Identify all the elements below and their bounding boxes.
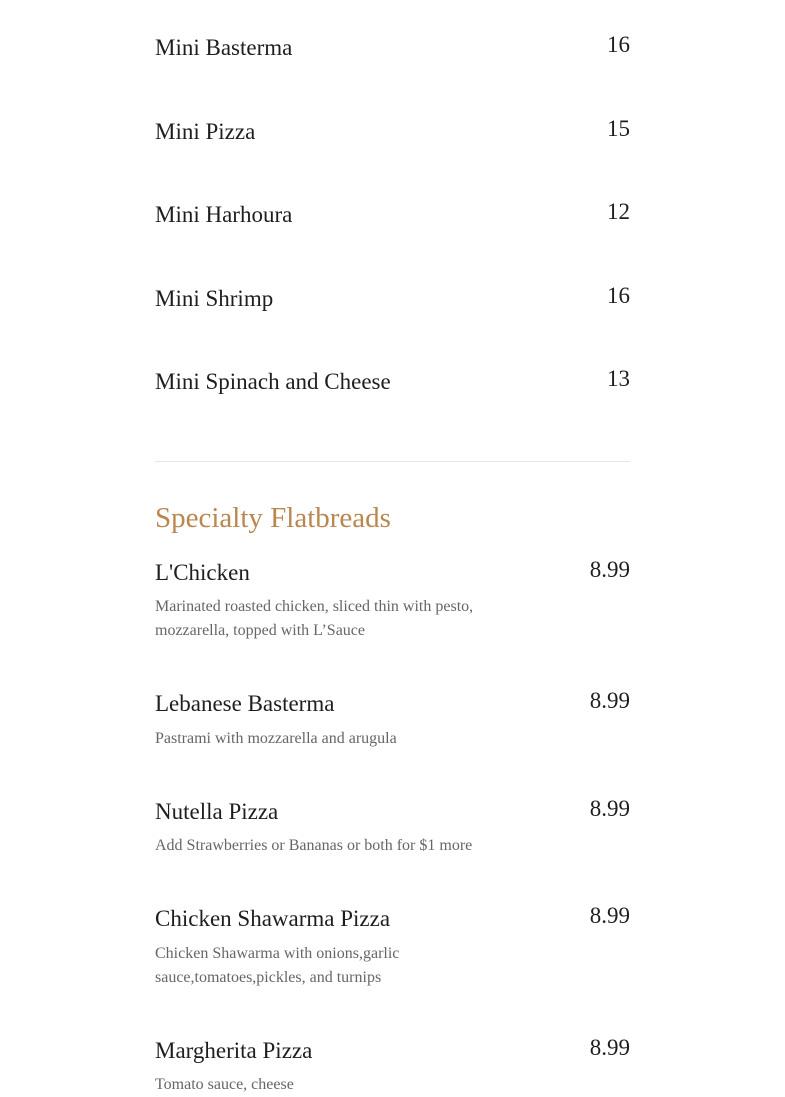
menu-item-price: 12 [607,199,630,224]
menu-item-name: Mini Harhoura [155,202,293,227]
menu-item-name: Mini Shrimp [155,286,274,311]
section-title: Specialty Flatbreads [155,502,391,534]
menu-item-name: Chicken Shawarma Pizza [155,906,391,931]
menu-item-name: Margherita Pizza [155,1038,313,1063]
menu-item-price: 8.99 [589,903,630,928]
menu-item-description: Marinated roasted chicken, sliced thin with pesto, mozzarella, topped with L’Sauce [155,598,474,639]
menu-item-name: Lebanese Basterma [155,691,335,716]
menu-item-description: Chicken Shawarma with onions,garlic sauce,tomatoes,pickles, and turnips [155,945,400,986]
menu-item-price: 15 [607,116,630,141]
menu-item-name: L'Chicken [155,560,250,585]
menu-item-name: Mini Pizza [155,119,256,144]
menu-item-name: Nutella Pizza [155,799,279,824]
menu-item-price: 13 [607,366,630,391]
menu-item-price: 16 [607,32,630,57]
menu-item-price: 8.99 [589,1035,630,1060]
menu-item-price: 8.99 [589,557,630,582]
menu-item-price: 8.99 [589,688,630,713]
menu-item-description: Pastrami with mozzarella and arugula [155,730,397,747]
menu-item-price: 16 [607,283,630,308]
menu-item-name: Mini Spinach and Cheese [155,369,391,394]
menu-item-name: Mini Basterma [155,35,293,60]
section-divider [155,461,630,462]
menu-item-price: 8.99 [589,796,630,821]
menu-item-description: Add Strawberries or Bananas or both for $1 more [155,837,473,854]
menu-item-description: Tomato sauce, cheese [155,1076,294,1093]
